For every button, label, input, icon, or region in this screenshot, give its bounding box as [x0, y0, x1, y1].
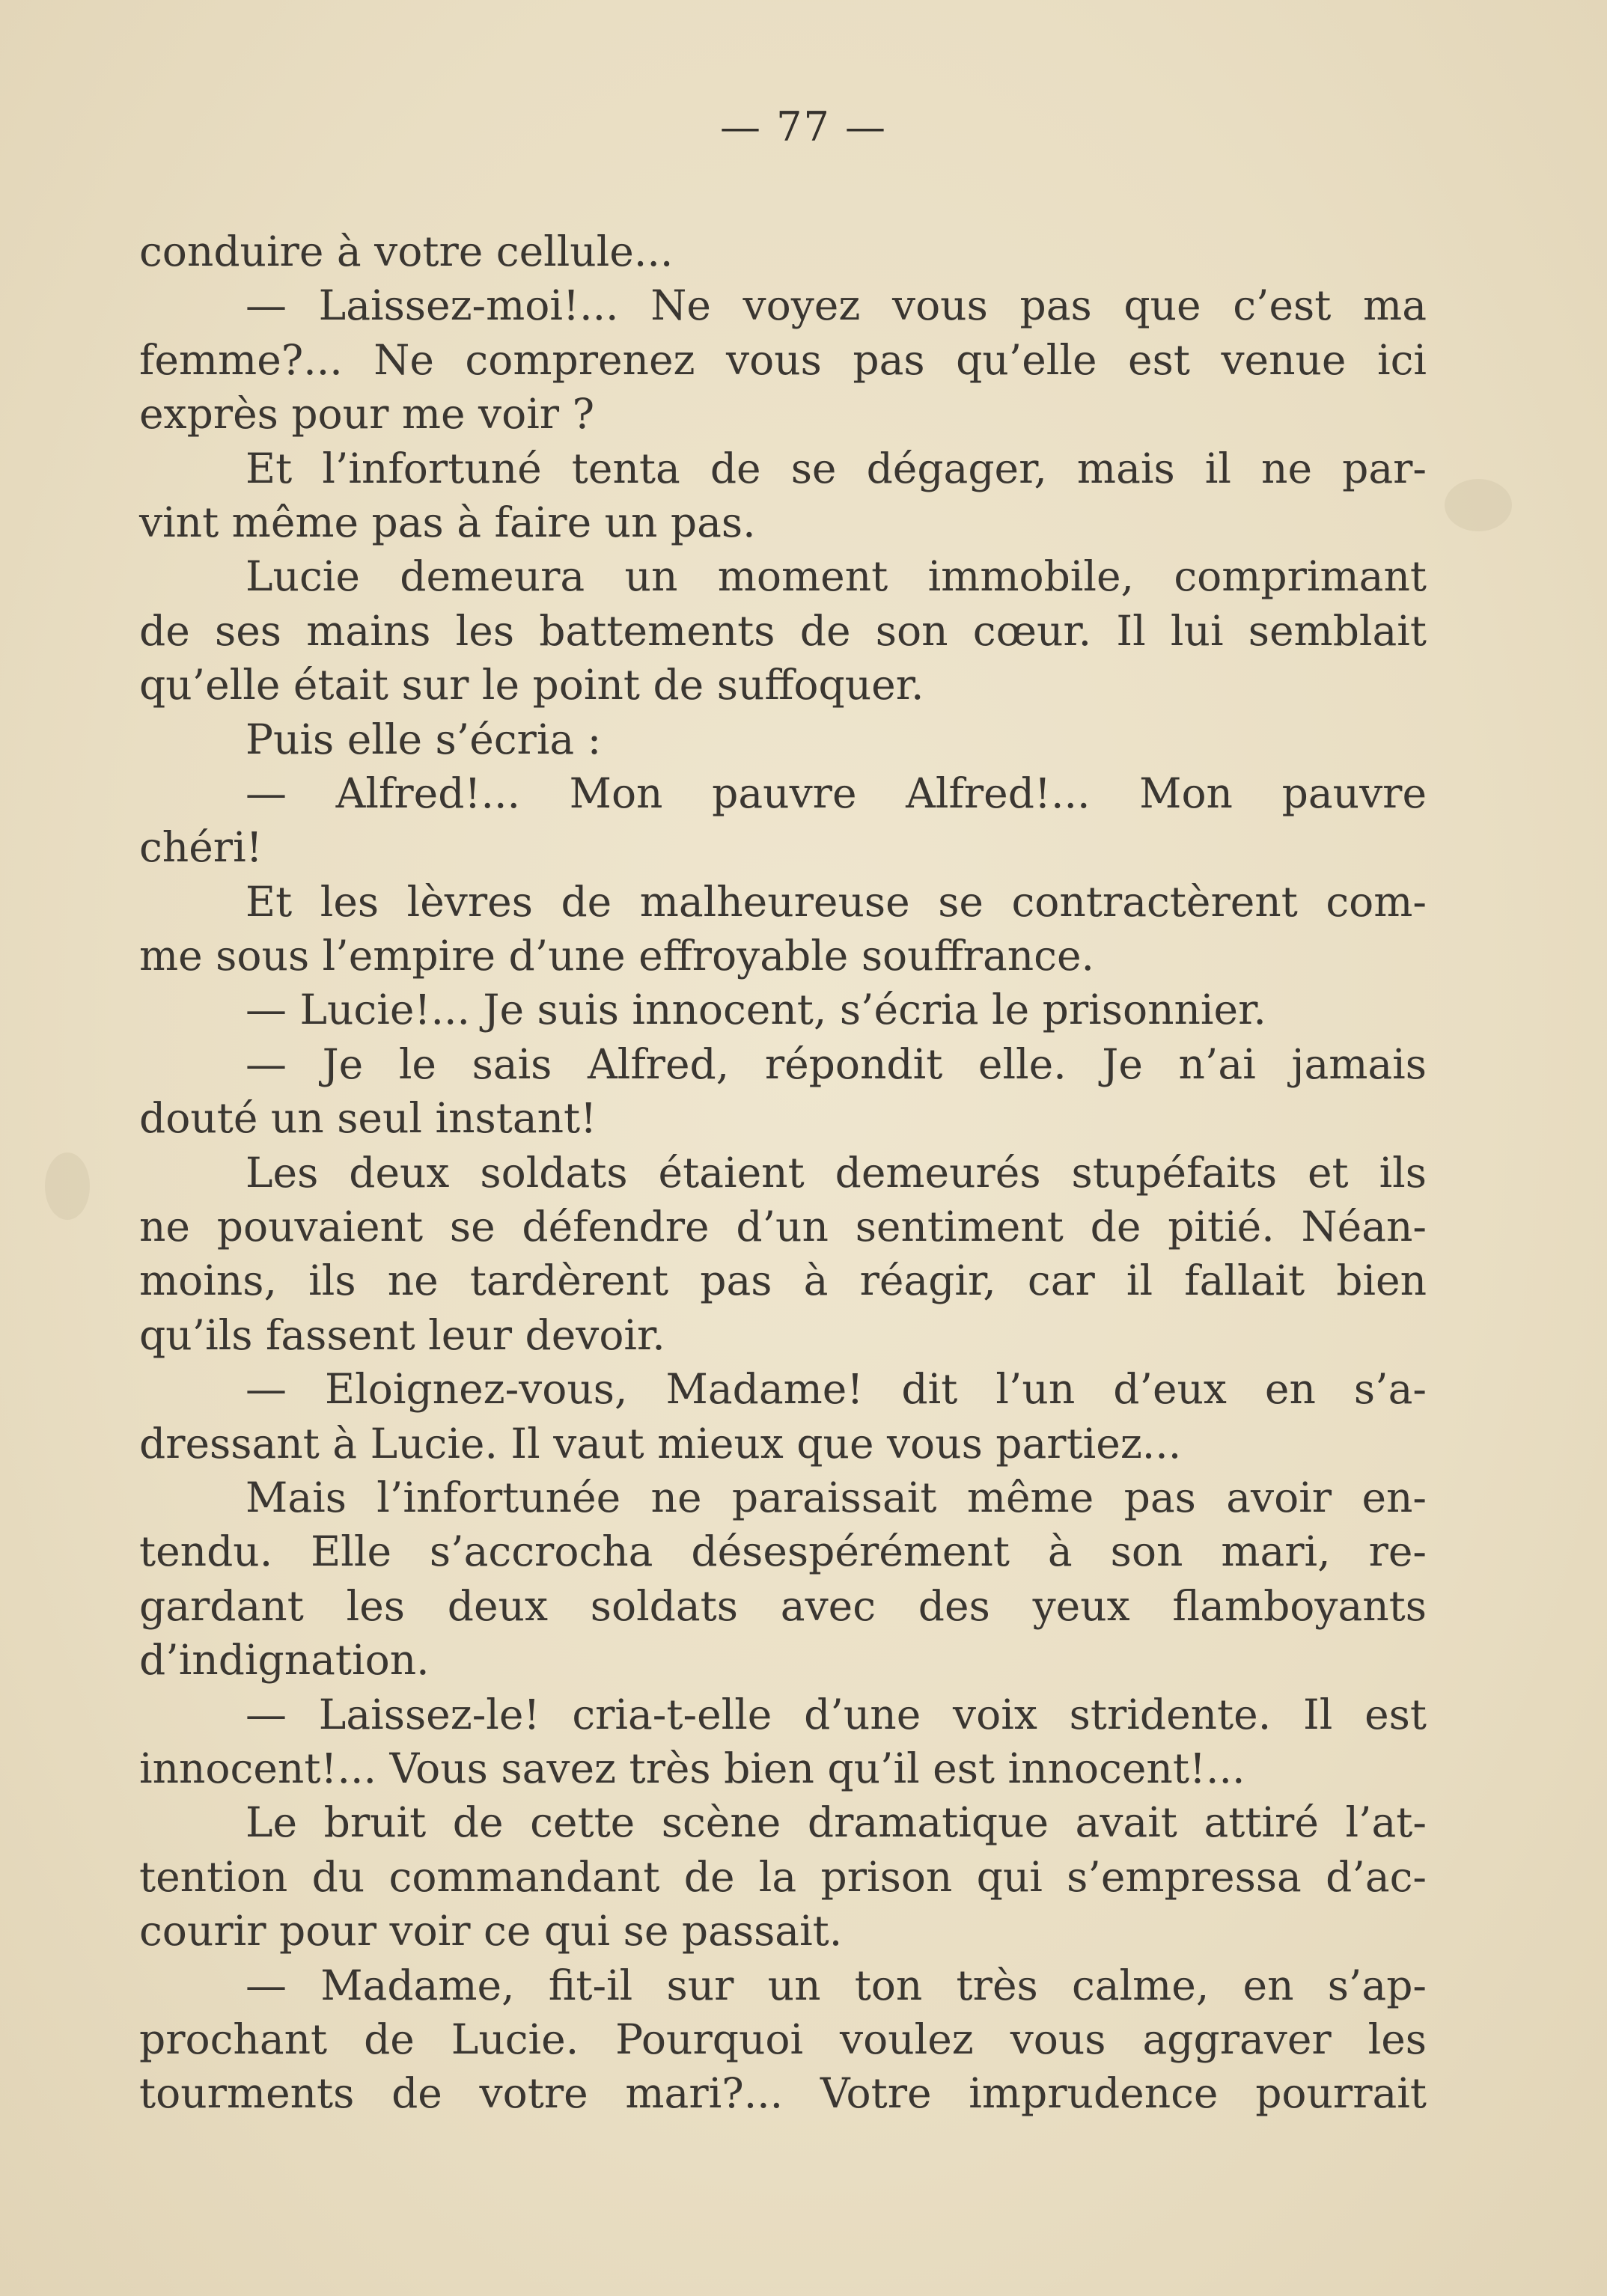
text-line: prochant de Lucie. Pourquoi voulez vous aggraver les — [139, 2015, 1427, 2063]
text-line: femme?... Ne comprenez vous pas qu’elle est venue ici — [139, 335, 1427, 384]
text-line: gardant les deux soldats avec des yeux flamboyants — [139, 1581, 1427, 1630]
text-line: Lucie demeura un moment immobile, comprimant — [246, 552, 1427, 601]
text-line: — Lucie!... Je suis innocent, s’écria le prisonnier. — [246, 986, 1266, 1034]
text-line: de ses mains les battements de son cœur. Il lui semblait — [139, 606, 1427, 655]
text-line: conduire à votre cellule... — [139, 228, 674, 275]
text-line: — Je le sais Alfred, répondit elle. Je n’ai jamais — [246, 1039, 1427, 1088]
text-line: Et les lèvres de malheureuse se contractèrent com- — [246, 877, 1427, 926]
text-line: Puis elle s’écria : — [246, 715, 602, 763]
text-line: dressant à Lucie. Il vaut mieux que vous partiez... — [139, 1419, 1182, 1468]
text-line: tention du commandant de la prison qui s’empressa d’ac- — [139, 1852, 1427, 1901]
text-line: — Laissez-moi!... Ne voyez vous pas que c’est ma — [246, 281, 1427, 330]
text-line: tourments de votre mari?... Votre imprudence pourrait — [139, 2069, 1427, 2118]
text-line: Et l’infortuné tenta de se dégager, mais il ne par- — [246, 444, 1427, 492]
text-line: courir pour voir ce qui se passait. — [139, 1907, 843, 1955]
text-line: exprès pour me voir ? — [139, 390, 595, 439]
text-line: — Madame, fit-il sur un ton très calme, en s’ap- — [246, 1961, 1427, 2009]
text-line: chéri! — [139, 823, 263, 872]
body-text — [139, 225, 1427, 2121]
text-line: Les deux soldats étaient demeurés stupéfaits et ils — [246, 1148, 1427, 1197]
text-line: — Alfred!... Mon pauvre Alfred!... Mon pauvre — [246, 769, 1427, 817]
paper-stain — [1445, 479, 1512, 531]
text-line: tendu. Elle s’accrocha désespérément à son mari, re- — [139, 1527, 1427, 1576]
text-line: ne pouvaient se défendre d’un sentiment de pitié. Néan- — [139, 1203, 1427, 1251]
page-number: — 77 — — [719, 103, 888, 150]
paper-stain — [45, 1152, 90, 1220]
text-line: — Laissez-le! cria-t-elle d’une voix stridente. Il est — [246, 1690, 1427, 1738]
text-line: Le bruit de cette scène dramatique avait attiré l’at- — [246, 1798, 1427, 1847]
text-line: me sous l’empire d’une effroyable souffrance. — [139, 932, 1095, 980]
text-line: Mais l’infortunée ne paraissait même pas avoir en- — [246, 1473, 1427, 1521]
text-line: vint même pas à faire un pas. — [139, 498, 756, 546]
text-line: — Eloignez-vous, Madame! dit l’un d’eux en s’a- — [246, 1365, 1427, 1414]
text-line: douté un seul instant! — [139, 1094, 597, 1143]
text-line: qu’ils fassent leur devoir. — [139, 1310, 665, 1359]
text-line: moins, ils ne tardèrent pas à réagir, car il fallait bien — [139, 1257, 1427, 1305]
text-line: innocent!... Vous savez très bien qu’il est innocent!... — [139, 1744, 1245, 1792]
text-line: qu’elle était sur le point de suffoquer. — [139, 661, 924, 709]
text-line: d’indignation. — [139, 1636, 430, 1685]
